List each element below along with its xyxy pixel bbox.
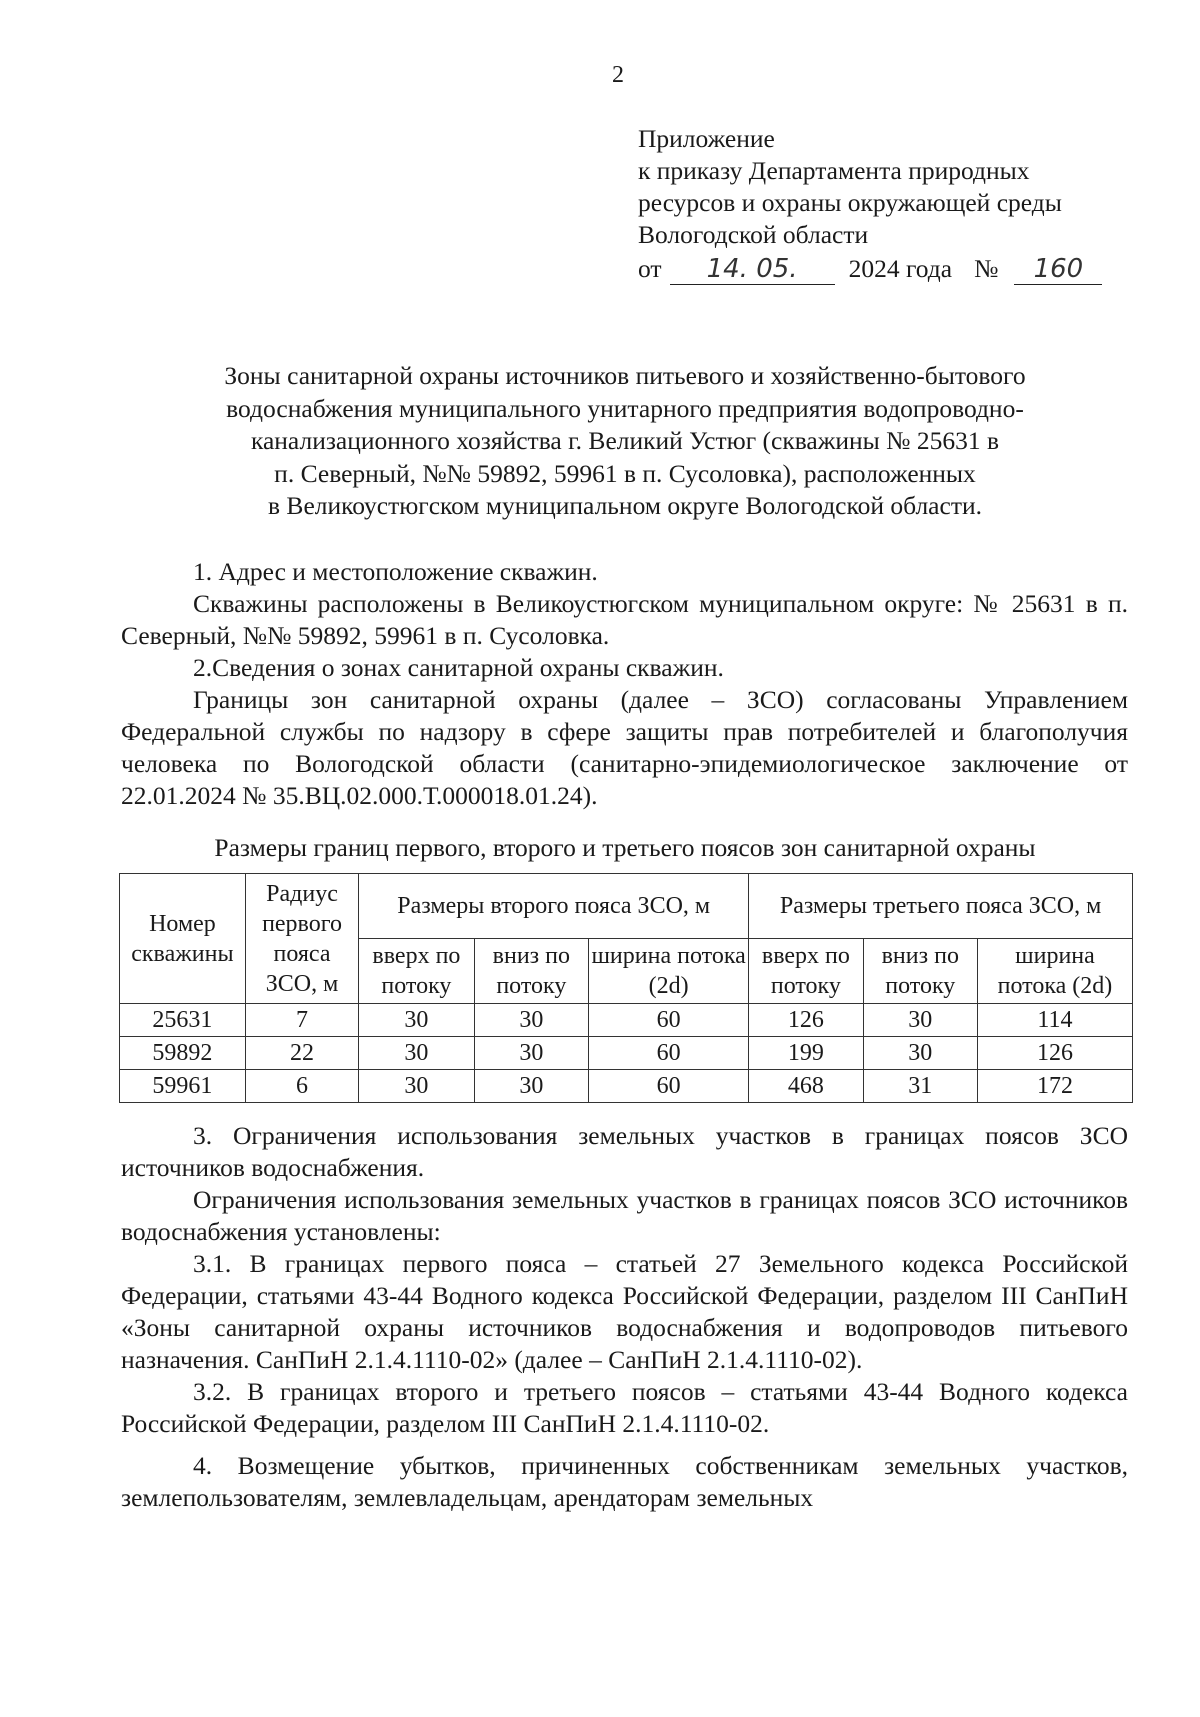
table-cell: 126 — [977, 1037, 1132, 1070]
appendix-line: Вологодской области — [638, 220, 869, 249]
section-3-1: 3.1. В границах первого пояса – статьей 27 Земельного кодекса Российской Федерации, статьями 43-44 Водного кодекса Российской Федерации, разделом III СанПиН «Зоны санитарной охраны источников водоснабжения и водопроводов питьевого назначения. СанПиН 2.1.4.1110-02» (далее – СанПиН 2.1.4.1110-02). — [121, 1249, 1128, 1374]
header-flow-width: ширина потока (2d) — [977, 939, 1132, 1004]
appendix-line: ресурсов и охраны окружающей среды — [638, 188, 1062, 217]
table-cell: 172 — [977, 1070, 1132, 1103]
table-cell: 22 — [245, 1037, 358, 1070]
table-cell: 114 — [977, 1004, 1132, 1037]
section-1-heading: 1. Адрес и местоположение скважин. — [193, 557, 598, 586]
table-caption: Размеры границ первого, второго и третьего поясов зон санитарной охраны — [214, 833, 1036, 862]
table-cell: 30 — [359, 1004, 474, 1037]
header-third-belt: Размеры третьего пояса ЗСО, м — [749, 874, 1133, 939]
header-flow-width: ширина потока (2d) — [589, 939, 749, 1004]
table-row — [120, 1037, 1133, 1070]
table-cell: 60 — [589, 1070, 749, 1103]
header-first-belt-radius: Радиус первого пояса ЗСО, м — [245, 874, 358, 1004]
title-line: Зоны санитарной охраны источников питьевого и хозяйственно-бытового — [224, 361, 1026, 390]
section-3-heading: 3. Ограничения использования земельных участков в границах поясов ЗСО источников водоснабжения. — [121, 1121, 1128, 1182]
table-cell: 59961 — [120, 1070, 246, 1103]
table-cell: 60 — [589, 1004, 749, 1037]
document-title — [150, 360, 1100, 523]
header-upstream: вверх по потоку — [749, 939, 863, 1004]
table-cell: 60 — [589, 1037, 749, 1070]
header-downstream: вниз по потоку — [863, 939, 977, 1004]
title-line: п. Северный, №№ 59892, 59961 в п. Сусоловка), расположенных — [274, 458, 976, 488]
sections-1-2 — [121, 556, 1128, 812]
header-second-belt: Размеры второго пояса ЗСО, м — [359, 874, 749, 939]
handwritten-order-number: 160 — [1014, 254, 1102, 285]
appendix-header — [638, 123, 1102, 285]
order-date-line — [638, 253, 1102, 285]
date-prefix: от — [638, 254, 662, 283]
section-2-text: Границы зон санитарной охраны (далее – ЗСО) согласованы Управлением Федеральной службы по надзору в сфере защиты прав потребителей и благополучия человека по Вологодской области (санитарно-эпидемиологическое заключение от 22.01.2024 № 35.ВЦ.02.000.Т.000018.01.24). — [121, 685, 1128, 810]
section-4-text: 4. Возмещение убытков, причиненных собственникам земельных участков, землепользователям, землевладельцам, арендаторам земельных — [121, 1451, 1128, 1512]
number-sign: № — [974, 254, 999, 283]
table-cell: 30 — [359, 1070, 474, 1103]
table-cell: 30 — [474, 1070, 588, 1103]
title-line: канализационного хозяйства г. Великий Устюг (скважины № 25631 в — [250, 426, 1000, 455]
table-cell: 31 — [863, 1070, 977, 1103]
order-year: 2024 года — [848, 254, 953, 283]
header-well-number: Номер скважины — [120, 874, 246, 1004]
table-cell: 30 — [863, 1037, 977, 1070]
section-1-text: Скважины расположены в Великоустюгском муниципальном округе: № 25631 в п. Северный, №№ 59892, 59961 в п. Сусоловка. — [121, 589, 1128, 650]
sections-3-4 — [121, 1120, 1128, 1514]
title-line: водоснабжения муниципального унитарного предприятия водопроводно- — [226, 393, 1024, 423]
table-cell: 6 — [245, 1070, 358, 1103]
table-cell: 25631 — [120, 1004, 246, 1037]
table-cell: 126 — [749, 1004, 863, 1037]
table-cell: 468 — [749, 1070, 863, 1103]
table-cell: 30 — [474, 1004, 588, 1037]
table-cell: 30 — [359, 1037, 474, 1070]
table-cell: 7 — [245, 1004, 358, 1037]
appendix-line: Приложение — [638, 124, 775, 153]
table-row — [120, 1070, 1133, 1103]
table-row — [120, 1004, 1133, 1037]
table-cell: 30 — [474, 1037, 588, 1070]
section-3-2: 3.2. В границах второго и третьего поясов – статьями 43-44 Водного кодекса Российской Федерации, разделом III СанПиН 2.1.4.1110-02. — [121, 1377, 1128, 1438]
zso-dimensions-table — [119, 873, 1133, 1103]
section-2-heading: 2.Сведения о зонах санитарной охраны скважин. — [193, 653, 724, 682]
appendix-line: к приказу Департамента природных — [638, 156, 1030, 185]
header-downstream: вниз по потоку — [474, 939, 588, 1004]
handwritten-date: 14. 05. — [670, 254, 835, 285]
table-cell: 30 — [863, 1004, 977, 1037]
title-line: в Великоустюгском муниципальном округе Вологодской области. — [268, 491, 982, 520]
section-3-intro: Ограничения использования земельных участков в границах поясов ЗСО источников водоснабжения установлены: — [121, 1185, 1128, 1246]
header-upstream: вверх по потоку — [359, 939, 474, 1004]
table-cell: 59892 — [120, 1037, 246, 1070]
table-cell: 199 — [749, 1037, 863, 1070]
page-number: 2 — [612, 62, 624, 88]
